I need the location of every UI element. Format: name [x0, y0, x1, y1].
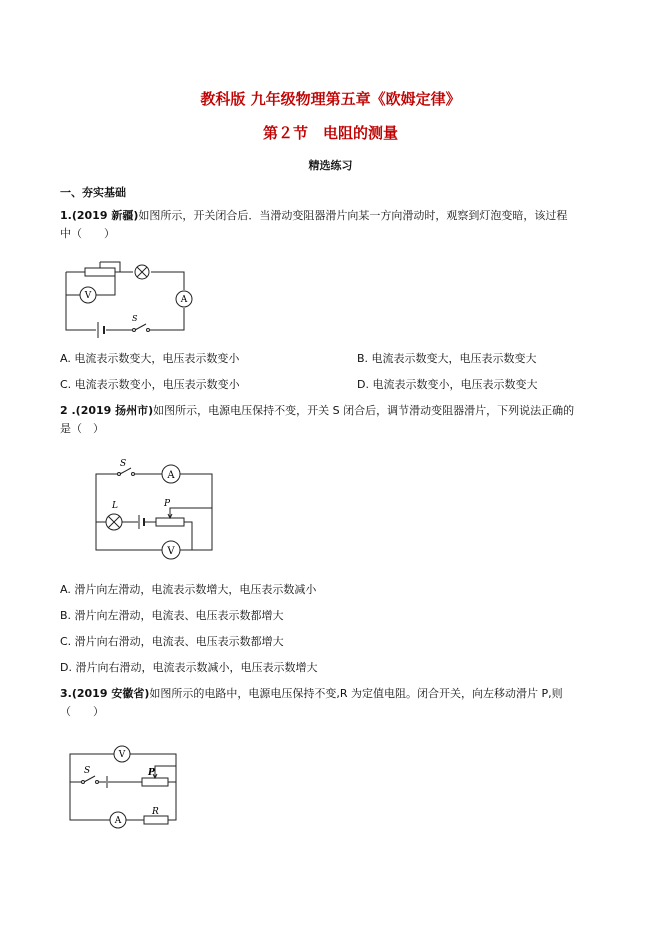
question-3 [60, 685, 620, 721]
question-number: 1. [60, 209, 72, 222]
question-source: (2019 安徽省) [71, 687, 150, 700]
ammeter-label: A [180, 295, 188, 305]
q1-option-c[interactable]: C. 电流表示数变小，电压表示数变小 [60, 378, 240, 391]
voltmeter-label: V [118, 750, 126, 760]
question-text: 如图所示，开关闭合后．当滑动变阻器滑片向某一方向滑动时，观察到灯泡变暗，该过程 [138, 209, 568, 222]
q1-option-a[interactable]: A. 电流表示数变大，电压表示数变小 [60, 352, 240, 365]
circuit-figure-3 [64, 742, 188, 832]
question-number: 3. [60, 687, 72, 700]
switch-label: S [132, 314, 138, 323]
switch-label: S [120, 459, 127, 469]
lamp-label: L [112, 501, 118, 511]
section-title: 第２节 电阻的测量 [262, 124, 398, 142]
question-text-cont: 是（ ） [60, 422, 104, 435]
question-number: 2 . [60, 404, 76, 417]
circuit-figure-2 [92, 458, 224, 566]
question-text: 如图所示的电路中，电源电压保持不变,R 为定值电阻。闭合开关，向左移动滑片 P,则 [149, 687, 563, 700]
slider-label: P [164, 499, 171, 509]
q1-option-b[interactable]: B. 电流表示数变大，电压表示数变大 [357, 352, 537, 365]
question-source: (2019 扬州市) [75, 404, 154, 417]
ammeter-label: A [114, 816, 122, 826]
document-title: 教科版 九年级物理第五章《欧姆定律》 [200, 90, 461, 108]
question-text-cont: 中（ ） [60, 227, 115, 240]
question-2 [60, 402, 620, 438]
circuit-figure-1 [60, 258, 200, 340]
q1-option-d[interactable]: D. 电流表示数变小，电压表示数变大 [357, 378, 538, 391]
ammeter-label: A [167, 470, 175, 481]
voltmeter-label: V [167, 546, 175, 557]
slider-label: P [148, 768, 155, 778]
q2-option-d[interactable]: D. 滑片向右滑动，电流表示数减小，电压表示数增大 [60, 661, 318, 674]
question-source: (2019 新疆) [71, 209, 139, 222]
subtitle: 精选练习 [308, 159, 353, 172]
section-heading: 一、夯实基础 [60, 186, 126, 199]
voltmeter-label: V [84, 291, 92, 301]
resistor-label: R [152, 807, 159, 817]
q2-option-c[interactable]: C. 滑片向右滑动，电流表、电压表示数都增大 [60, 635, 284, 648]
question-1 [60, 207, 620, 243]
q2-option-a[interactable]: A. 滑片向左滑动，电流表示数增大，电压表示数减小 [60, 583, 317, 596]
switch-label: S [84, 766, 91, 776]
question-text-cont: （ ） [60, 705, 104, 718]
question-text: 如图所示，电源电压保持不变，开关 S 闭合后，调节滑动变阻器滑片，下列说法正确的 [153, 404, 575, 417]
q2-option-b[interactable]: B. 滑片向左滑动，电流表、电压表示数都增大 [60, 609, 284, 622]
